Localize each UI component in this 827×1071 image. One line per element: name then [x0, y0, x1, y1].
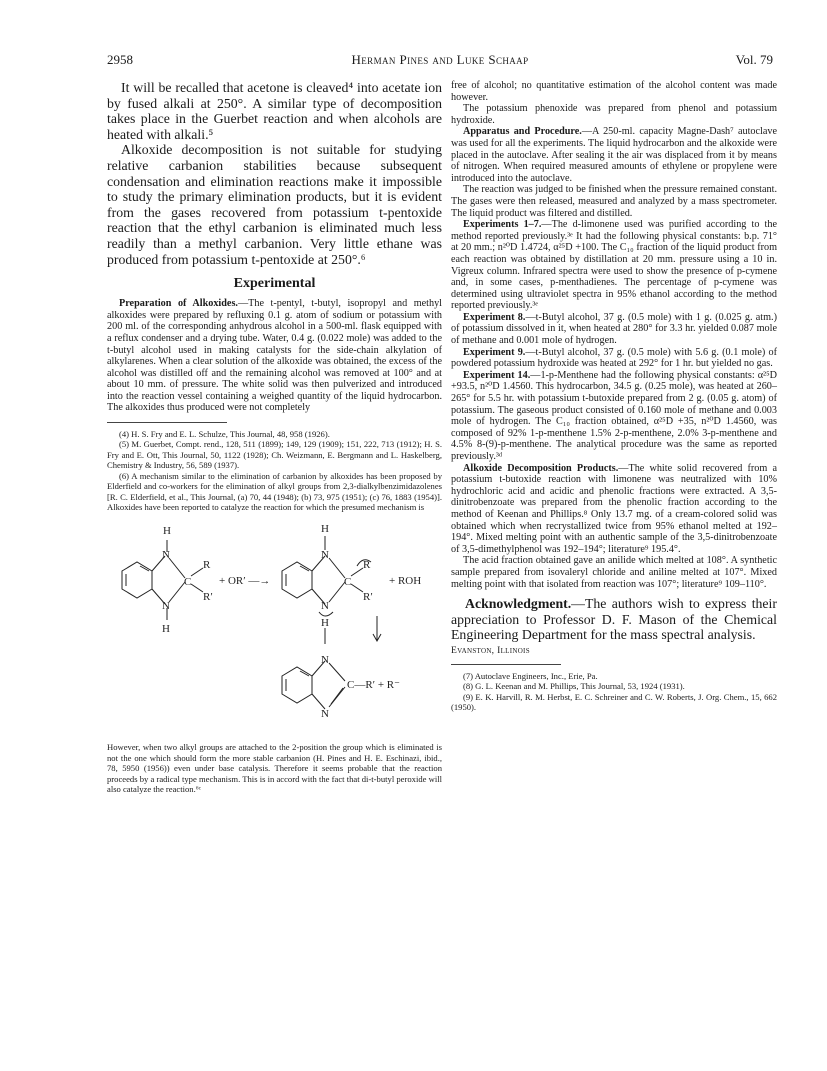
paragraph-text: —A 250-ml. capacity Magne-Dash⁷ autoclave was used for all the experiments. The liquid hydrocarbon and the alkoxide were placed in the autoclave. After sealing it the air was displaced from it by means of nitrogen. When required measured amounts of ethylene or propylene were introduced into the autoclave. — [451, 126, 778, 184]
product-label: + ROH — [389, 575, 422, 588]
run-in-heading: Experiments 1–7. — [463, 219, 542, 231]
run-in-heading: Alkoxide Decomposition Products. — [463, 462, 619, 474]
section-heading-experimental: Experimental — [233, 276, 316, 292]
paragraph-text: The potassium phenoxide was prepared from phenol and potassium hydroxide. — [451, 103, 777, 126]
atom-label: N — [321, 600, 329, 613]
footnote: (4) H. S. Fry and E. L. Schulze, This Journal, 48, 958 (1926). — [119, 429, 330, 440]
run-in-heading: Experiment 8. — [463, 311, 526, 323]
paragraph — [451, 347, 777, 370]
footnote-continuation — [107, 742, 442, 794]
paragraph — [451, 463, 777, 556]
paragraph: It will be recalled that acetone is cleaved⁴ into acetate ion by fused alkali at 250°. A similar type of decomposition takes place in the Guerbet reaction and when alcohols are heated with alkali.⁵ — [107, 80, 442, 142]
atom-label: H — [321, 617, 329, 630]
affiliation-place: Evanston, Illinois — [451, 644, 530, 656]
paragraph-text: The reaction was judged to be finished when the pressure remained constant. The gases were then released, measured and analyzed by a mass spectrometer. The liquid product was filtered and distilled. — [451, 184, 777, 219]
paragraph — [451, 103, 777, 126]
run-in-heading: Experiment 14. — [463, 369, 531, 381]
product-label: C—R′ + R⁻ — [347, 679, 400, 692]
left-column — [107, 80, 442, 794]
footnote: However, when two alkyl groups are attached to the 2-position the group which is eliminated is not the one which should form the more stable carbanion (H. Pines and H. E. Eschinazi, ibid., 78, 5950 (1956)) even under base catalysis. Therefore it seems probable that the reaction proceeds by a radical type mechanism. This is in accord with the fact that di-t-butyl peroxide will also catalyze the reaction.⁶ᶜ — [107, 742, 442, 794]
atom-label: N — [162, 600, 170, 613]
footnote: (8) G. L. Keenan and M. Phillips, This Journal, 53, 1924 (1931). — [463, 681, 685, 692]
atom-label: R′ — [203, 591, 213, 604]
atom-label: R — [363, 559, 371, 572]
run-in-heading: Preparation of Alkoxides. — [119, 298, 238, 310]
reaction-scheme-drawing — [107, 516, 442, 736]
paragraph-text: —The t-pentyl, t-butyl, isopropyl and methyl alkoxides were prepared by refluxing 0.1 g. atom of sodium or potassium with 200 ml. of the corresponding anhydrous alcohol in a 500-ml. flask equipped with a reflux condenser and a drying tube. Water, 0.4 g. (0.022 mole) was added to the t-butyl alcohol used in making catalysts for the side-chain alkylation of alkylarenes. When a clear solution of the alkoxide was obtained, the excess of the alcohol was distilled off and the remaining alcohol was removed at 100° and at about 10 mm. of pressure. The white solid was then pulverized and introduced into the reaction vessel containing a weighed quantity of the liquid hydrocarbon. The alkoxides thus produced were not completely — [107, 298, 442, 414]
running-title: Herman Pines and Luke Schaap — [351, 52, 529, 67]
right-column — [451, 80, 777, 713]
atom-label: N — [321, 654, 329, 667]
atom-label: N — [321, 549, 329, 562]
atom-label: N — [162, 549, 170, 562]
footnote: (6) A mechanism similar to the elimination of carbanion by alkoxides has been proposed by Elderfield and co-workers for the elimination of alkyl groups from 2,3-dialkylbenzimidazolenes [R. C. Elderfield, et al., This Journal, (a) 70, 44 (1948); (b) 73, 975 (1951); (c) 76, 1883 (1954)]. Alkoxides have been reported to catalyze the reaction for which the presumed mechanism is — [107, 470, 442, 512]
atom-label: R′ — [363, 591, 373, 604]
footnote-rule — [451, 664, 561, 665]
running-header — [107, 52, 773, 72]
paragraph — [451, 126, 777, 184]
paragraph — [451, 80, 777, 103]
paragraph — [451, 555, 777, 590]
paragraph — [451, 312, 777, 347]
volume-label: Vol. 79 — [735, 52, 773, 67]
footnote: (7) Autoclave Engineers, Inc., Erie, Pa. — [463, 670, 598, 681]
experimental-text — [451, 80, 777, 590]
reaction-scheme — [107, 516, 442, 736]
atom-label: N — [321, 708, 329, 721]
paragraph-text: free of alcohol; no quantitative estimation of the alcohol content was made however. — [451, 80, 777, 103]
footnote-rule — [107, 422, 227, 423]
reagent-label: + OR′ —→ — [219, 575, 271, 588]
run-in-heading: Experiment 9. — [463, 346, 526, 358]
paragraph — [451, 184, 777, 219]
run-in-heading: Acknowledgment. — [465, 596, 572, 612]
paragraph — [451, 219, 777, 312]
atom-label: C — [344, 576, 352, 589]
atom-label: H — [163, 525, 171, 538]
paragraph-text: —1-p-Menthene had the following physical constants: α²⁵D +93.5, n²⁰D 1.4560. This hydrocarbon, 34.5 g. (0.25 mole), was heated at 260–265° for 5.5 hr. with potassium t-butoxide prepared from 2 g. (0.05 g. atom) of potassium. The gaseous product consisted of 0.160 mole of methane and 0.003 mole of hydrogen. The C₁₀ fraction obtained, α²⁵D +35, n²⁰D 1.4560, was composed of 92% 1-p-menthene 1.5% 2-p-menthene, 2.0% 3-p-menthene and 4.5% 8-(9)-p-menthene. The analytical procedure was the same as reported previously.³ᵈ — [451, 369, 777, 462]
atom-label: R — [203, 559, 211, 572]
paragraph-text: —t-Butyl alcohol, 37 g. (0.5 mole) with 5.6 g. (0.1 mole) of powdered potassium hydroxide was heated at 292° for 1 hr. but yielded no gas. — [451, 346, 777, 370]
paragraph: Alkoxide decomposition is not suitable for studying relative carbanion stabilities because subsequent condensation and elimination reactions make it impossible to study the primary elimination products, but it is evident from the gases recovered from potassium t-pentoxide reaction that the ethyl carbanion is eliminated much less readily than a methyl carbanion. Very little ethane was produced from potassium t-pentoxide at 250°.⁶ — [107, 142, 442, 267]
footnotes-right — [451, 671, 777, 713]
atom-label: H — [162, 623, 170, 636]
paragraph-text: The acid fraction obtained gave an anilide which melted at 108°. A synthetic sample prepared from isovaleryl chloride and aniline melted at 107°. Mixed melting point with that isolated from reaction was 107°; literature⁹ 109–110°. — [451, 555, 777, 590]
acknowledgment — [451, 596, 777, 643]
paragraph-text: —The authors wish to express their appreciation to Professor D. F. Mason of the Chemical Engineering Department for the mass spectral analysis. — [451, 596, 777, 643]
footnote: (9) E. K. Harvill, R. M. Herbst, E. C. Schreiner and C. W. Roberts, J. Org. Chem., 15, 662 (1950). — [451, 691, 777, 713]
atom-label: C — [184, 576, 192, 589]
footnote: (5) M. Guerbet, Compt. rend., 128, 511 (1899); 149, 129 (1909); 151, 222, 713 (1912); H. S. Fry and E. Ott, This Journal, 50, 1122 (1928); Ch. Weizmann, E. Bergmann and L. Haskelberg, Chemistry & Industry, 56, 589 (1937). — [107, 439, 442, 471]
intro-text — [107, 80, 442, 267]
atom-label: H — [321, 523, 329, 536]
prep-paragraph — [107, 298, 442, 414]
paragraph-text: —The d-limonene used was purified according to the method reported previously.³ᵉ It had the following physical constants: b.p. 71° at 20 mm.; n²⁰D 1.4724, α²⁵D +100. The C₁₀ fraction of the liquid product from each reaction was obtained by distillation at 20 mm. pressure using a 10 in. Vigreux column. Infrared spectra were used to show the presence of p-cymene and, in some cases, p-menthadienes. The percentage of p-cymene was determined using ultraviolet spectra in 95% ethanol according to the method reported previously.³ᵉ — [451, 219, 777, 312]
paragraph-text: —t-Butyl alcohol, 37 g. (0.5 mole) with 1 g. (0.025 g. atm.) of potassium dissolved in it, when heated at 280° for 3.3 hr. yielded 0.087 mole of methane and 0.001 mole of hydrogen. — [451, 311, 777, 347]
page-number: 2958 — [107, 52, 133, 67]
paragraph-text: —The white solid recovered from a potassium t-butoxide reaction with limonene was neutralized with 10% hydrochloric acid and acidic and phenolic fractions were extracted. A 3,5-dinitrobenzoate was prepared from the phenolic fraction according to the method of Keenan and Phillips.⁸ Only 13.7 mg. of a cream-colored solid was obtained which when recrystallized twice from 95% ethanol melted at 192–194°. Mixed melting point with an authentic sample of the 3,5-dinitrobenzoate of 3,5-dimethylphenol was 192–194°; literature⁹ 195.4°. — [451, 462, 777, 555]
run-in-heading: Apparatus and Procedure. — [463, 126, 582, 138]
paragraph — [451, 370, 777, 463]
footnotes-left — [107, 429, 442, 512]
